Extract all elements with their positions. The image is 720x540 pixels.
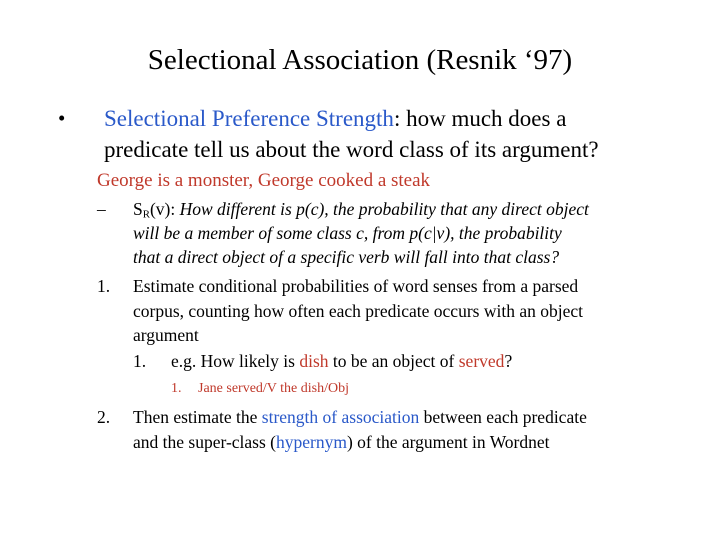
- step-1-sub-pre: e.g. How likely is: [171, 351, 300, 371]
- dash-marker: –: [97, 199, 106, 219]
- step-1-sub-text: [171, 351, 512, 372]
- word-served: served: [458, 351, 505, 371]
- step-1-sub-post: ?: [504, 351, 513, 371]
- step-1-subsub-text: Jane served/V the dish/Obj: [198, 381, 349, 396]
- step-2-pre: Then estimate the: [133, 407, 262, 427]
- step-1-subsub-number: 1.: [171, 381, 182, 396]
- preference-line-1-rest: : how much does a: [393, 106, 567, 131]
- step-2-line-2-pre: and the super-class (: [133, 432, 276, 452]
- step-1-number: 1.: [97, 276, 111, 296]
- step-2-line-1: [133, 407, 587, 428]
- definition-line-1-rest: How different is p(c), the probability that any direct object: [175, 199, 589, 219]
- preference-term: Selectional Preference Strength: [104, 106, 394, 131]
- preference-line-1: [104, 106, 566, 132]
- definition-arg: (v):: [149, 199, 176, 219]
- word-dish: dish: [299, 351, 329, 371]
- step-2-line-2-post: ) of the argument in Wordnet: [346, 432, 550, 452]
- definition-line-2: will be a member of some class c, from p(c|v), the probability: [133, 223, 562, 243]
- step-1-sub-number: 1.: [133, 351, 147, 371]
- example-sentence: George is a monster, George cooked a steak: [97, 170, 431, 191]
- definition-line-3: that a direct object of a specific verb will fall into that class?: [133, 247, 560, 267]
- step-1-line-2: corpus, counting how often each predicate occurs with an object: [133, 301, 583, 321]
- step-1-line-1: Estimate conditional probabilities of word senses from a parsed: [133, 276, 579, 296]
- bullet-icon: •: [58, 106, 66, 130]
- step-2-number: 2.: [97, 407, 111, 427]
- slide-title: Selectional Association (Resnik ‘97): [147, 44, 573, 76]
- step-1-sub-mid: to be an object of: [328, 351, 459, 371]
- term-strength-of-association: strength of association: [261, 407, 420, 427]
- definition-line-1: [133, 199, 589, 220]
- preference-line-2: predicate tell us about the word class of its argument?: [104, 137, 599, 162]
- step-2-line-2: [133, 432, 550, 453]
- term-hypernym: hypernym: [276, 432, 347, 452]
- definition-s-subscript: R: [142, 208, 150, 221]
- definition-s: S: [133, 199, 143, 219]
- step-1-line-3: argument: [133, 325, 199, 345]
- step-2-mid: between each predicate: [419, 407, 587, 427]
